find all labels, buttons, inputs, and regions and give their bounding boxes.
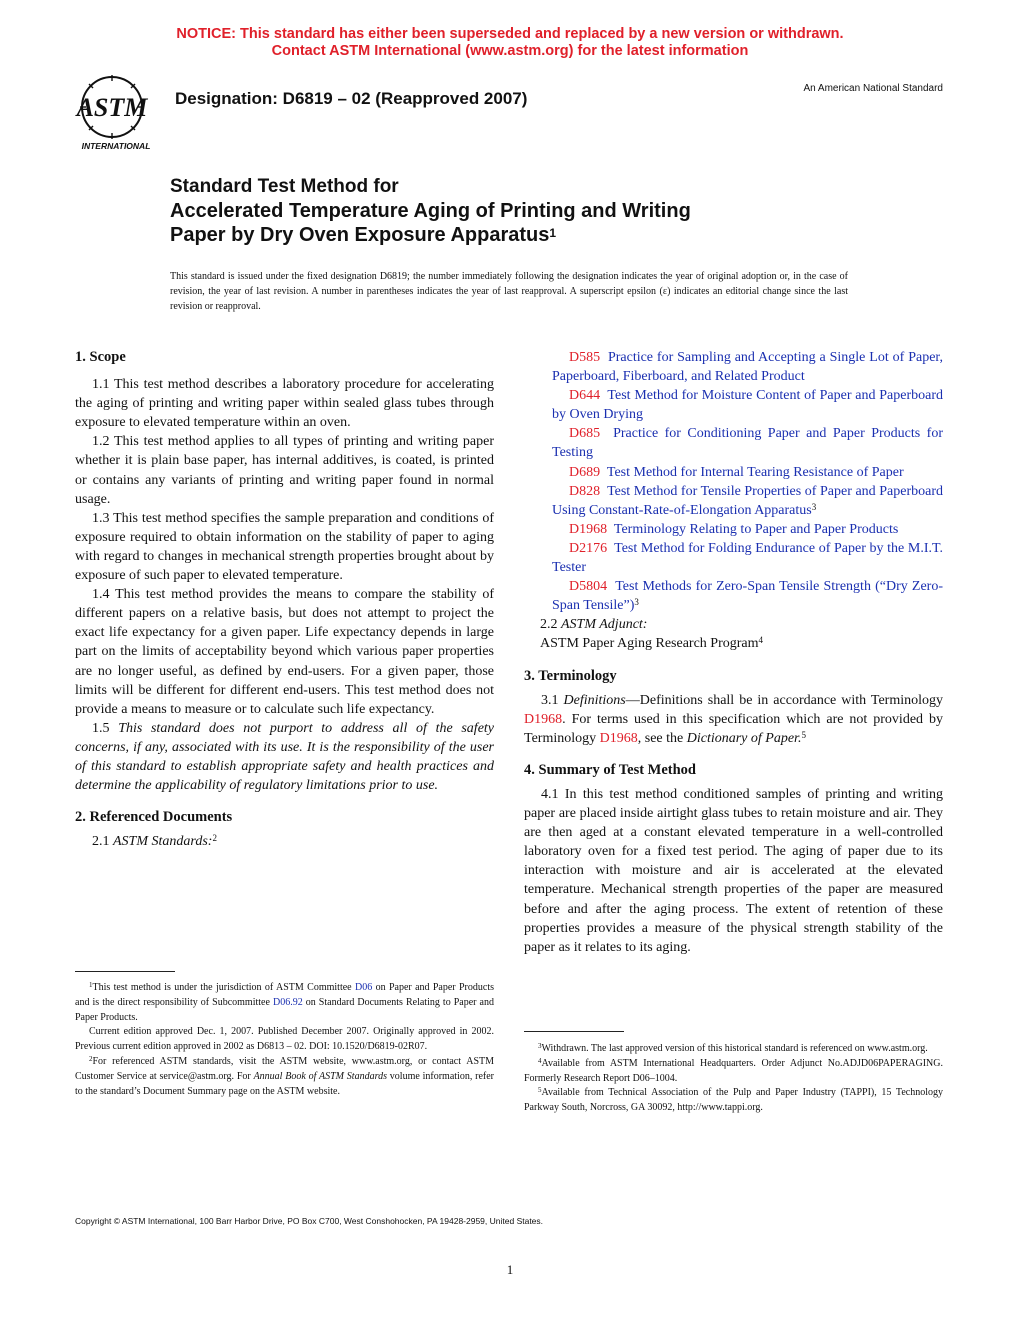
summary-heading: 4. Summary of Test Method <box>524 761 696 778</box>
ref-item[interactable]: D644 Test Method for Moisture Content of Paper and Paperboard by Oven Drying <box>552 388 943 423</box>
notice-line-1: NOTICE: This standard has either been superseded and replaced by a new version or withdrawn. <box>176 26 844 42</box>
ref-item[interactable]: D1968 Terminology Relating to Paper and Paper Products <box>569 521 899 537</box>
scope-1-3: 1.3 This test method specifies the sample preparation and conditions of exposure required to obtain information on the stability of paper to aging with regard to changes in mechanical strength properties brought about by exposure of such paper to elevated temperature. <box>75 510 494 584</box>
ref-item[interactable]: D828 Test Method for Tensile Properties of Paper and Paperboard Using Constant-Rate-of-Elongation Apparatus$^3$ <box>552 483 944 518</box>
logo-subtext: INTERNATIONAL <box>81 141 151 151</box>
ref-item[interactable]: D585 Practice for Sampling and Accepting a Single Lot of Paper, Paperboard, Fiberboard, and Related Product <box>552 350 944 385</box>
referenced-standards-list <box>524 348 943 615</box>
astm-logo-icon <box>72 74 162 154</box>
document-title <box>170 175 890 247</box>
notice-line-2: Contact ASTM International (www.astm.org) for the latest information <box>271 43 749 59</box>
astm-logo <box>72 74 162 154</box>
left-column <box>75 348 494 851</box>
footnote-5: $^5$Available from Technical Association of the Pulp and Paper Industry (TAPPI), 15 Technology Parkway South, Norcross, GA 30092, http://www.tappi.org. <box>524 1086 943 1114</box>
link-d06[interactable]: D06 <box>354 982 373 993</box>
notice-banner <box>0 26 1020 60</box>
ref-item[interactable]: D5804 Test Methods for Zero-Span Tensile Strength (“Dry Zero-Span Tensile”)$^3$ <box>552 579 944 614</box>
refdocs-2-1: 2.1 ASTM Standards:$^2$ <box>92 833 217 850</box>
title-line-3: Paper by Dry Oven Exposure Apparatus$^1$ <box>170 224 557 246</box>
footnote-1: $^1$This test method is under the jurisdiction of ASTM Committee D06 on Paper and Paper Products and is the direct responsibility of Subcommittee D06.92 on Standard Documents Relating to Paper and Paper Products. <box>75 981 494 1023</box>
copyright: Copyright © ASTM International, 100 Barr Harbor Drive, PO Box C700, West Conshohocken, PA 19428-2959, United States. <box>75 1216 544 1226</box>
footnote-2: $^2$For referenced ASTM standards, visit the ASTM website, www.astm.org, or contact ASTM Customer Service at service@astm.org. For Annual Book of ASTM Standards volume information, refer to the standard’s Document Summary page on the ASTM website. <box>75 1054 494 1097</box>
refdocs-heading: 2. Referenced Documents <box>75 809 233 826</box>
scope-1-2: 1.2 This test method applies to all types of printing and writing paper whether it is plain base paper, has internal additives, is coated, is printed or contains any variants of printing and writing paper found in normal usage. <box>75 434 494 507</box>
title-line-2: Accelerated Temperature Aging of Printing and Writing <box>170 200 691 222</box>
ref-item[interactable]: D2176 Test Method for Folding Endurance of Paper by the M.I.T. Tester <box>552 540 944 576</box>
summary-4-1: 4.1 In this test method conditioned samples of printing and writing paper are placed inside airtight glass tubes to retain moisture and air. They are then aged at a constant elevated temperature in a well-controlled laboratory oven for a fixed test period. The aging of paper due to its interaction with moisture and air is accelerated at the elevated temperature. Mechanical strength properties of the paper are measured before and after the aging process. The extent of retention of these properties provides a measure of the physical strength stability of the paper as it relates to its aging. <box>524 786 943 955</box>
ref-item[interactable]: D685 Practice for Conditioning Paper and Paper Products for Testing <box>552 426 944 461</box>
scope-heading: 1. Scope <box>75 349 126 365</box>
footnote-4: $^4$Available from ASTM International Headquarters. Order Adjunct No.ADJD06PAPERAGING. Formerly Research Report D06–1004. <box>524 1056 943 1084</box>
right-column <box>524 348 943 957</box>
page-number: 1 <box>506 1262 514 1277</box>
logo-text: ASTM <box>76 93 148 122</box>
footnotes-right <box>524 1042 943 1116</box>
link-d1968[interactable]: D1968 <box>524 711 563 727</box>
footnote-3: $^3$Withdrawn. The last approved version of this historical standard is referenced on www.astm.org. <box>538 1042 928 1054</box>
designation: Designation: D6819 – 02 (Reapproved 2007) <box>175 89 528 108</box>
scope-1-5: 1.5 This standard does not purport to address all of the safety concerns, if any, associated with its use. It is the responsibility of the user of this standard to establish appropriate safety and health practices and determine the applicability of regulatory limitations prior to use. <box>75 720 495 794</box>
footnote-divider-right <box>524 1031 624 1032</box>
title-footnote-ref[interactable]: 1 <box>549 226 557 240</box>
scope-1-1: 1.1 This test method describes a laboratory procedure for accelerating the aging of printing and writing paper within sealed glass tubes through exposure to elevated temperature within an oven. <box>75 377 494 431</box>
terminology-3-1: 3.1 Definitions—Definitions shall be in accordance with Terminology D1968. For terms used in this specification which are not provided by Terminology D1968, see the Dictionary of Paper.$^5$ <box>524 692 944 746</box>
footnote-divider-left <box>75 971 175 972</box>
title-line-1: Standard Test Method for <box>170 176 399 197</box>
terminology-heading: 3. Terminology <box>524 667 617 684</box>
link-d06-92[interactable]: D06.92 <box>272 996 303 1008</box>
american-national-standard: An American National Standard <box>803 83 943 94</box>
adjunct: ASTM Paper Aging Research Program$^4$ <box>540 635 764 652</box>
scope-1-4: 1.4 This test method provides the means to compare the stability of different papers on a relative basis, but does not attempt to project the exact life expectancy for a given paper. Life expectancy depends in large part on the limits of acceptability beyond which various paper properties are no longer useful, as defined by end-users. For a given paper, those limits will be different for different end-users. This test method does not provide a means to measure or to calculate such life expectancy. <box>75 587 494 717</box>
footnotes-left <box>75 981 494 1099</box>
preamble: This standard is issued under the fixed designation D6819; the number immediately following the designation indicates the year of original adoption or, in the case of revision, the year of last revision. A number in parentheses indicates the year of last reapproval. A superscript epsilon (ε) indicates an editorial change since the last revision or reapproval. <box>170 271 848 312</box>
refdocs-2-2: 2.2 ASTM Adjunct: <box>540 617 648 633</box>
ref-item[interactable]: D689 Test Method for Internal Tearing Resistance of Paper <box>569 464 904 480</box>
link-d1968[interactable]: D1968 <box>599 730 638 746</box>
footnote-1-edition: Current edition approved Dec. 1, 2007. Published December 2007. Originally approved in 2002. Previous current edition approved in 2002 as D6813 – 02. DOI: 10.1520/D6819-02R07. <box>75 1026 494 1053</box>
